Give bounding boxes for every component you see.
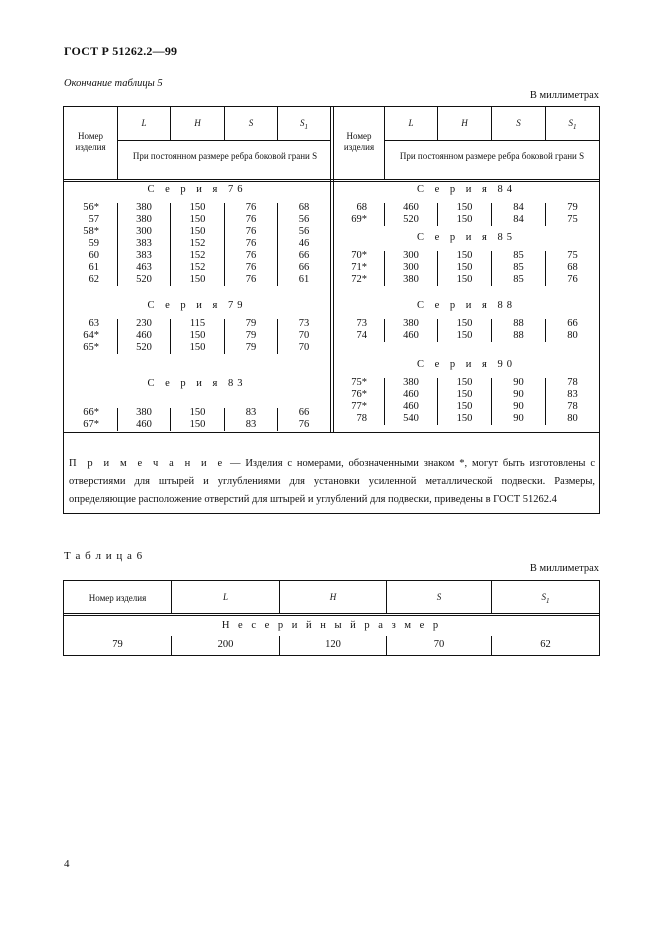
table-cell-left: 150 — [189, 407, 206, 418]
table-cell-right: 150 — [456, 377, 473, 388]
table-cell-right: 150 — [456, 413, 473, 424]
table-cell-right: 540 — [403, 413, 419, 424]
table-cell-left: 62 — [88, 274, 99, 285]
t6-series: Н е с е р и й н ы й р а з м е р — [221, 620, 442, 631]
table-cell-right: 460 — [403, 401, 419, 412]
table-cell-right: 83 — [567, 389, 578, 400]
col-S1-left: $S_1$ — [300, 118, 308, 131]
table-cell-left: 152 — [189, 262, 206, 273]
table-cell-left: 383 — [136, 250, 152, 261]
table-cell-left: 79 — [245, 342, 257, 353]
series-heading-right: С е р и я 85 — [417, 232, 516, 243]
table-cell-left: 230 — [136, 318, 152, 329]
table-cell-left: 70 — [298, 330, 310, 341]
table-cell-right: 460 — [403, 330, 419, 341]
table-cell-left: 83 — [245, 407, 257, 418]
t6-cell-S1: 62 — [540, 639, 551, 650]
table-cell-left: 152 — [189, 238, 206, 249]
table-cell-right: 70* — [351, 250, 367, 261]
table-cell-left: 150 — [189, 214, 206, 225]
table-cell-right: 74 — [356, 330, 367, 341]
col-item-number-left: Номер изделия — [75, 131, 106, 152]
series-heading-left: С е р и я 83 — [147, 378, 247, 389]
table-cell-left: 150 — [189, 342, 206, 353]
table-cell-right: 76* — [351, 389, 367, 400]
table-continuation-title: Окончание таблицы 5 — [64, 78, 163, 89]
table-cell-left: 66 — [298, 262, 310, 273]
table-cell-left: 150 — [189, 202, 206, 213]
t6-col-S1: $S_1$ — [541, 592, 550, 605]
table-cell-right: 75 — [567, 214, 578, 225]
table-cell-right: 380 — [403, 377, 419, 388]
col-item-number-right: Номер изделия — [343, 131, 375, 152]
table-cell-left: 56 — [298, 226, 310, 237]
t6-cell-item: 79 — [112, 639, 123, 650]
table-cell-right: 520 — [403, 214, 419, 225]
table-6-units: В миллиметрах — [529, 563, 599, 574]
table-cell-left: 383 — [136, 238, 152, 249]
table-cell-right: 380 — [403, 318, 419, 329]
t6-cell-S: 70 — [433, 639, 445, 650]
table-cell-right: 84 — [513, 214, 524, 225]
table-cell-left: 463 — [136, 262, 152, 273]
t6-cell-H: 120 — [325, 639, 341, 650]
table-cell-left: 460 — [136, 419, 152, 430]
table-cell-left: 83 — [245, 419, 257, 430]
table-cell-right: 78 — [567, 401, 578, 412]
table-cell-left: 57 — [88, 214, 99, 225]
table-cell-left: 460 — [136, 330, 152, 341]
document-header: ГОСТ Р 51262.2—99 — [64, 44, 178, 58]
table-cell-left: 68 — [298, 202, 310, 213]
table-cell-right: 150 — [456, 389, 473, 400]
table-cell-right: 77* — [351, 401, 367, 412]
col-L-right: L — [408, 118, 414, 128]
table-cell-left: 61 — [88, 262, 99, 273]
table-cell-right: 300 — [403, 250, 419, 261]
table-cell-right: 460 — [403, 202, 419, 213]
table-cell-right: 68 — [356, 202, 367, 213]
table-cell-right: 68 — [567, 262, 578, 273]
table-cell-right: 79 — [567, 202, 578, 213]
col-S-right: S — [516, 118, 521, 128]
t6-col-item: Номер изделия — [88, 593, 147, 603]
col-L-left: L — [141, 118, 147, 128]
table-cell-left: 46 — [298, 238, 310, 249]
table-cell-right: 72* — [351, 274, 367, 285]
table-cell-right: 85 — [513, 262, 524, 273]
table-cell-right: 88 — [513, 330, 524, 341]
table-cell-left: 64* — [83, 330, 99, 341]
note-label: П р и м е ч а н и е — [69, 458, 226, 469]
table-cell-left: 76 — [245, 250, 257, 261]
table-cell-right: 150 — [456, 202, 473, 213]
table-cell-right: 90 — [513, 389, 524, 400]
table-cell-right: 71* — [351, 262, 367, 273]
table-cell-right: 66 — [567, 318, 578, 329]
table-note — [69, 455, 595, 509]
t6-col-L: L — [222, 592, 228, 602]
table-cell-right: 150 — [456, 250, 473, 261]
table-cell-left: 150 — [189, 330, 206, 341]
note-text: — Изделия с номерами, обозначенными знаком *, могут быть изготовлены с отверстиями для штырей и углублениями для установки усиленной металлической подвески. Размеры, определяющие расположение отверстий для штырей и углублений для подвески, приведены в ГОСТ 51262.4 — [69, 458, 595, 505]
table-cell-right: 150 — [456, 330, 473, 341]
t6-col-S: S — [436, 592, 442, 602]
series-heading-left: С е р и я 79 — [147, 300, 247, 311]
table-cell-left: 59 — [88, 238, 99, 249]
table-cell-left: 73 — [298, 318, 310, 329]
table-cell-left: 150 — [189, 419, 206, 430]
table-cell-right: 90 — [513, 413, 524, 424]
table-cell-right: 460 — [403, 389, 419, 400]
table-cell-left: 76 — [245, 274, 257, 285]
page-number: 4 — [64, 858, 70, 870]
table-cell-left: 150 — [189, 226, 206, 237]
table-cell-right: 80 — [567, 413, 578, 424]
t6-col-H: H — [329, 592, 337, 602]
subheader-right: При постоянном размере ребра боковой грани S — [399, 151, 585, 161]
table-cell-left: 63 — [88, 318, 99, 329]
series-heading-left: С е р и я 76 — [147, 184, 247, 195]
table-cell-right: 150 — [456, 401, 473, 412]
col-S-left: S — [248, 118, 254, 128]
table-cell-right: 88 — [513, 318, 524, 329]
table-cell-left: 150 — [189, 274, 206, 285]
table-cell-right: 76 — [567, 274, 578, 285]
table-cell-right: 78 — [356, 413, 367, 424]
table-cell-left: 76 — [298, 419, 310, 430]
table-cell-left: 67* — [83, 419, 99, 430]
table-cell-right: 75* — [351, 377, 367, 388]
table-cell-right: 380 — [403, 274, 419, 285]
col-S1-right: $S_1$ — [568, 118, 577, 131]
col-H-right: H — [461, 118, 468, 128]
table-cell-left: 56* — [83, 202, 99, 213]
table-cell-left: 520 — [136, 274, 152, 285]
table-cell-left: 79 — [245, 330, 257, 341]
table-cell-right: 90 — [513, 401, 524, 412]
table-cell-left: 115 — [189, 318, 206, 329]
series-heading-right: С е р и я 84 — [417, 184, 516, 195]
table-cell-right: 85 — [513, 250, 524, 261]
table-cell-left: 152 — [189, 250, 206, 261]
series-heading-right: С е р и я 88 — [417, 300, 516, 311]
table-cell-right: 75 — [567, 250, 578, 261]
series-heading-right: С е р и я 90 — [417, 359, 516, 370]
units-label: В миллиметрах — [529, 90, 599, 101]
table-cell-left: 380 — [136, 202, 152, 213]
table-cell-right: 69* — [351, 214, 367, 225]
table-cell-left: 520 — [136, 342, 152, 353]
table-cell-left: 76 — [245, 262, 257, 273]
table-cell-left: 380 — [136, 407, 152, 418]
table-cell-right: 73 — [356, 318, 367, 329]
table-cell-left: 76 — [245, 226, 257, 237]
table-cell-left: 76 — [245, 238, 257, 249]
table-cell-left: 380 — [136, 214, 152, 225]
table-cell-right: 150 — [456, 318, 473, 329]
table-cell-left: 76 — [245, 214, 257, 225]
col-H-left: H — [194, 118, 201, 128]
table-cell-left: 76 — [245, 202, 257, 213]
table-cell-right: 300 — [403, 262, 419, 273]
table-cell-right: 80 — [567, 330, 578, 341]
table-cell-left: 66* — [83, 407, 99, 418]
table-cell-left: 300 — [136, 226, 152, 237]
t6-cell-L: 200 — [217, 639, 234, 650]
table-cell-right: 150 — [456, 262, 473, 273]
table-cell-left: 66 — [298, 250, 310, 261]
table-cell-right: 78 — [567, 377, 578, 388]
table-cell-right: 150 — [456, 274, 473, 285]
table-cell-left: 79 — [245, 318, 257, 329]
table-cell-right: 150 — [456, 214, 473, 225]
table-cell-left: 70 — [298, 342, 310, 353]
table-cell-right: 90 — [513, 377, 524, 388]
table-cell-left: 66 — [298, 407, 310, 418]
table-6-title: Т а б л и ц а 6 — [64, 550, 144, 562]
table-cell-right: 85 — [513, 274, 524, 285]
table-cell-left: 65* — [83, 342, 99, 353]
table-cell-left: 56 — [298, 214, 310, 225]
table-cell-left: 58* — [83, 226, 99, 237]
subheader-left: При постоянном размере ребра боковой грани S — [132, 151, 318, 161]
table-cell-right: 84 — [513, 202, 524, 213]
table-cell-left: 61 — [298, 274, 310, 285]
table-cell-left: 60 — [88, 250, 99, 261]
